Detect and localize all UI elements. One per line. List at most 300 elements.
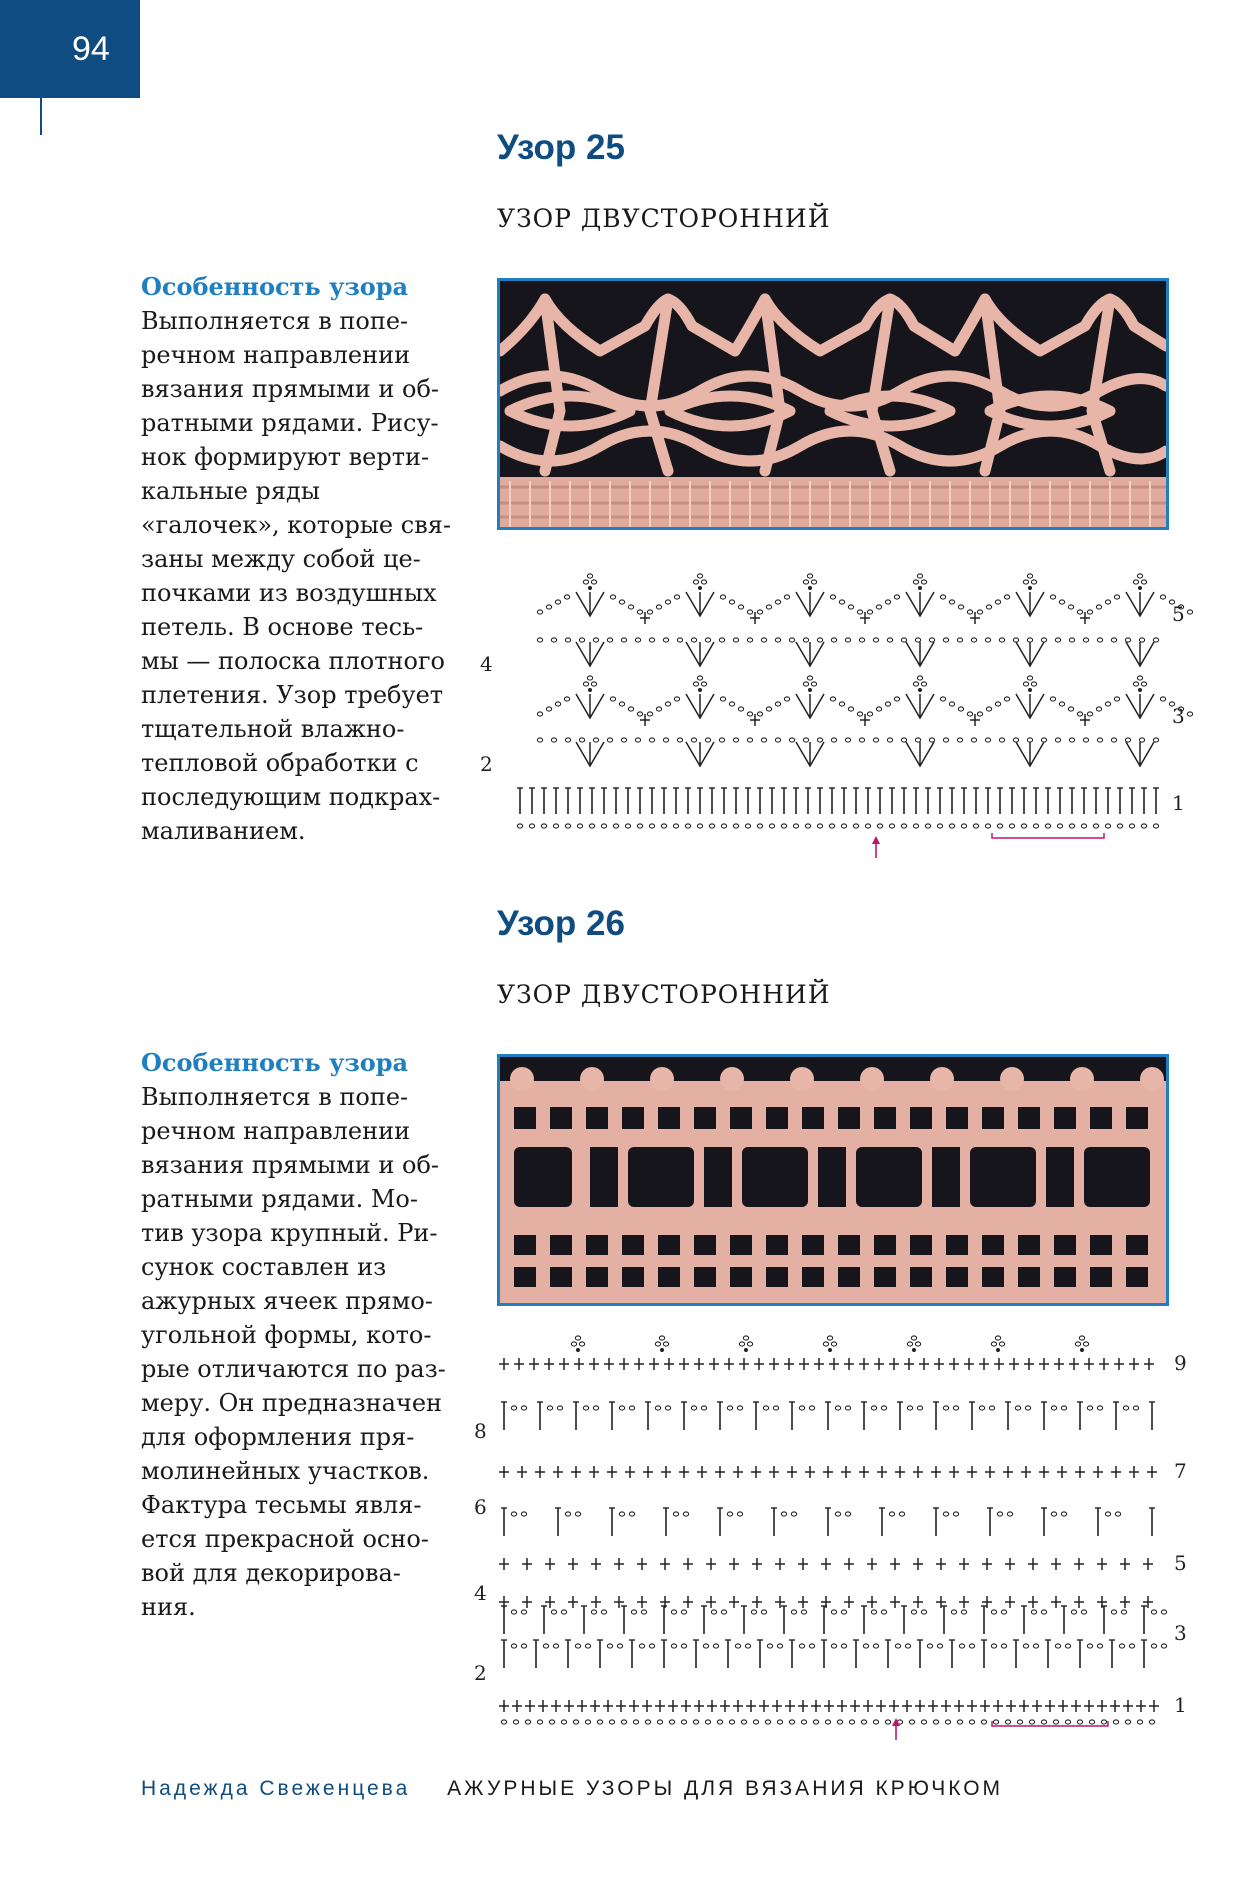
chain-stitch [885, 600, 890, 604]
chain-stitch [940, 595, 945, 599]
chain-stitch [835, 1512, 840, 1516]
chain-stitch [985, 638, 990, 642]
picot-chain [583, 580, 588, 584]
chain-stitch [949, 702, 954, 706]
v-stitch [686, 642, 714, 666]
chain-stitch [621, 1720, 626, 1724]
chain-stitch [673, 1512, 678, 1516]
chain-stitch [601, 824, 606, 828]
chain-stitch [905, 1644, 910, 1648]
chain-stitch [1187, 610, 1192, 614]
chain-stitch [709, 824, 714, 828]
chain-stitch [927, 1644, 932, 1648]
chain-stitch [1004, 697, 1009, 701]
chain-stitch [830, 595, 835, 599]
chain-stitch [767, 1644, 772, 1648]
chain-stitch [721, 1610, 726, 1614]
chain-stitch [757, 824, 762, 828]
chain-stitch [853, 824, 858, 828]
chain-stitch [610, 697, 615, 701]
chain-stitch [876, 707, 881, 711]
row-number-4: 4 [480, 652, 493, 676]
chain-stitch [565, 738, 570, 742]
chain-stitch [801, 1610, 806, 1614]
picot-chain [659, 1336, 664, 1340]
chain-stitch [953, 1406, 958, 1410]
pattern-26-subtitle: УЗОР ДВУСТОРОННИЙ [497, 980, 831, 1009]
chain-stitch [848, 707, 853, 711]
chain-stitch [1069, 638, 1074, 642]
pattern-26-chart-svg [474, 1330, 1200, 1750]
chain-stitch [1068, 605, 1073, 609]
chain-stitch [625, 824, 630, 828]
chain-stitch [777, 1720, 782, 1724]
chain-stitch [1160, 595, 1165, 599]
chain-stitch [655, 1406, 660, 1410]
chain-stitch [703, 1644, 708, 1648]
row-number-2: 2 [474, 1661, 487, 1685]
chain-stitch [745, 1644, 750, 1648]
chain-stitch [649, 824, 654, 828]
chain-stitch [1055, 1644, 1060, 1648]
chain-stitch [801, 1720, 806, 1724]
picot-chain [1137, 574, 1142, 578]
chain-stitch [649, 1644, 654, 1648]
chain-stitch [619, 702, 624, 706]
chain-stitch [1139, 738, 1144, 742]
chain-stitch [889, 824, 894, 828]
chain-stitch [985, 738, 990, 742]
chain-stitch [747, 712, 752, 716]
chain-stitch [1041, 1610, 1046, 1614]
chain-stitch [705, 738, 710, 742]
chain-stitch [1050, 595, 1055, 599]
picot-dot [1080, 1348, 1084, 1352]
chain-stitch [1089, 1720, 1094, 1724]
chain-stitch [1111, 738, 1116, 742]
chain-stitch [1033, 824, 1038, 828]
chain-stitch [1119, 1644, 1124, 1648]
picot-chain [747, 1342, 752, 1346]
chain-stitch [1129, 1644, 1134, 1648]
chain-stitch [1141, 824, 1146, 828]
v-stitch [576, 742, 604, 766]
chain-stitch [911, 1610, 916, 1614]
picot-dot [1028, 586, 1032, 590]
chain-stitch [691, 738, 696, 742]
chain-stitch [999, 738, 1004, 742]
chain-stitch [757, 712, 762, 716]
chain-stitch [841, 1610, 846, 1614]
chain-stitch [784, 595, 789, 599]
chain-stitch [1015, 1406, 1020, 1410]
chain-stitch [621, 638, 626, 642]
chain-stitch [1087, 1644, 1092, 1648]
chain-stitch [564, 697, 569, 701]
chain-stitch [1061, 1406, 1066, 1410]
chain-stitch [829, 824, 834, 828]
chain-stitch [665, 702, 670, 706]
chain-stitch [1050, 697, 1055, 701]
chain-stitch [673, 824, 678, 828]
chain-stitch [663, 638, 668, 642]
pattern-26-feature-block [141, 1046, 461, 1624]
chain-stitch [537, 1720, 542, 1724]
picot-dot [918, 688, 922, 692]
row-number-1: 1 [1172, 791, 1185, 815]
chain-stitch [873, 1720, 878, 1724]
chain-stitch [621, 738, 626, 742]
chain-stitch [945, 1720, 950, 1724]
chain-stitch [705, 638, 710, 642]
chain-stitch [511, 1512, 516, 1516]
v-stitch [796, 642, 824, 666]
chain-stitch [693, 1720, 698, 1724]
chain-stitch [657, 1720, 662, 1724]
chain-stitch [1161, 1610, 1166, 1614]
chain-stitch [681, 1610, 686, 1614]
chain-stitch [1045, 824, 1050, 828]
chain-stitch [1033, 1644, 1038, 1648]
picot-chain [1031, 580, 1036, 584]
row-number-3: 3 [1174, 1621, 1187, 1645]
picot-dot [744, 1348, 748, 1352]
pattern-26-lace-image [500, 1057, 1166, 1303]
picot-dot [808, 586, 812, 590]
chain-stitch [501, 1720, 506, 1724]
chain-stitch [958, 605, 963, 609]
chain-stitch [629, 1406, 634, 1410]
chain-stitch [1105, 824, 1110, 828]
picot-chain [807, 574, 812, 578]
chain-stitch [873, 638, 878, 642]
row-number-2: 2 [480, 752, 493, 776]
tab-rule [40, 0, 42, 135]
chain-stitch [977, 712, 982, 716]
chain-stitch [989, 1406, 994, 1410]
chain-stitch [841, 824, 846, 828]
pattern-26-title: Узор 26 [497, 904, 625, 943]
chain-stitch [711, 1610, 716, 1614]
chain-stitch [977, 610, 982, 614]
picot-chain [803, 580, 808, 584]
v-stitch [1016, 592, 1044, 616]
picot-dot [588, 688, 592, 692]
chain-stitch [887, 638, 892, 642]
chain-stitch [933, 1720, 938, 1724]
chain-stitch [841, 1644, 846, 1648]
chain-stitch [1139, 638, 1144, 642]
chain-stitch [649, 638, 654, 642]
chain-stitch [735, 1644, 740, 1648]
chain-stitch [1071, 1610, 1076, 1614]
page-number-tab [0, 0, 140, 98]
chain-stitch [641, 1610, 646, 1614]
chain-stitch [1077, 610, 1082, 614]
chain-stitch [909, 1720, 914, 1724]
chain-stitch [551, 638, 556, 642]
chain-stitch [835, 1406, 840, 1410]
chain-stitch [813, 1720, 818, 1724]
chain-stitch [761, 638, 766, 642]
chain-stitch [937, 824, 942, 828]
picot-chain [1031, 682, 1036, 686]
chain-stitch [885, 702, 890, 706]
chain-stitch [799, 1406, 804, 1410]
v-stitch [906, 742, 934, 766]
chain-stitch [881, 1406, 886, 1410]
chain-stitch [985, 824, 990, 828]
chain-stitch [741, 1720, 746, 1724]
chain-stitch [951, 1610, 956, 1614]
chain-stitch [761, 738, 766, 742]
chain-stitch [1111, 638, 1116, 642]
chain-stitch [513, 1720, 518, 1724]
v-stitch [796, 694, 824, 718]
page-number: 94 [72, 30, 110, 68]
v-stitch [796, 592, 824, 616]
picot-dot [912, 1348, 916, 1352]
row-number-1: 1 [1174, 1693, 1187, 1717]
chain-stitch [1083, 738, 1088, 742]
chain-stitch [817, 824, 822, 828]
chain-stitch [1129, 824, 1134, 828]
chain-stitch [1004, 595, 1009, 599]
chain-stitch [738, 707, 743, 711]
chain-stitch [561, 1720, 566, 1724]
chain-stitch [871, 1406, 876, 1410]
chain-stitch [1001, 1610, 1006, 1614]
chain-stitch [1069, 738, 1074, 742]
chain-stitch [901, 738, 906, 742]
chain-stitch [775, 638, 780, 642]
chain-stitch [649, 738, 654, 742]
chain-stitch [845, 1406, 850, 1410]
pattern-25-lace-image [500, 281, 1166, 527]
chain-stitch [1115, 1512, 1120, 1516]
chain-stitch [839, 600, 844, 604]
chain-stitch [831, 1644, 836, 1648]
chain-stitch [979, 1406, 984, 1410]
chain-stitch [925, 824, 930, 828]
v-stitch [1126, 592, 1154, 616]
start-arrow-head [872, 836, 880, 844]
chain-stitch [849, 1720, 854, 1724]
picot-chain [995, 1336, 1000, 1340]
chain-stitch [727, 1406, 732, 1410]
chain-stitch [1065, 1720, 1070, 1724]
v-stitch [1126, 694, 1154, 718]
chain-stitch [793, 824, 798, 828]
chain-stitch [1025, 1406, 1030, 1410]
picot-dot [576, 1348, 580, 1352]
picot-chain [991, 1342, 996, 1346]
picot-chain [697, 574, 702, 578]
footer-book-title: АЖУРНЫЕ УЗОРЫ ДЛЯ ВЯЗАНИЯ КРЮЧКОМ [447, 1777, 1004, 1800]
picot-chain [1023, 682, 1028, 686]
chain-stitch [943, 738, 948, 742]
chain-stitch [766, 605, 771, 609]
chain-stitch [1113, 1720, 1118, 1724]
picot-dot [588, 586, 592, 590]
chain-stitch [753, 1720, 758, 1724]
footer-author: Надежда Свеженцева [141, 1777, 411, 1800]
chain-stitch [747, 738, 752, 742]
picot-chain [1083, 1342, 1088, 1346]
chain-stitch [995, 600, 1000, 604]
chain-stitch [1161, 1644, 1166, 1648]
chain-stitch [631, 1610, 636, 1614]
picot-chain [583, 682, 588, 686]
chain-stitch [720, 697, 725, 701]
chain-stitch [1097, 638, 1102, 642]
chain-stitch [991, 1644, 996, 1648]
picot-dot [996, 1348, 1000, 1352]
chain-stitch [1005, 1720, 1010, 1724]
picot-dot [918, 586, 922, 590]
chain-stitch [1023, 1644, 1028, 1648]
chain-stitch [831, 1610, 836, 1614]
picot-chain [1023, 580, 1028, 584]
chain-stitch [784, 697, 789, 701]
chain-stitch [943, 1512, 948, 1516]
chain-stitch [997, 1512, 1002, 1516]
row-number-9: 9 [1174, 1351, 1187, 1375]
chain-stitch [857, 712, 862, 716]
chain-stitch [575, 1644, 580, 1648]
chain-stitch [1117, 824, 1122, 828]
chain-stitch [579, 638, 584, 642]
chain-stitch [543, 1644, 548, 1648]
picot-chain [907, 1342, 912, 1346]
chain-stitch [803, 738, 808, 742]
v-stitch [1126, 742, 1154, 766]
chain-stitch [637, 610, 642, 614]
chain-stitch [921, 1610, 926, 1614]
chain-stitch [991, 1610, 996, 1614]
chain-stitch [613, 824, 618, 828]
chain-stitch [1041, 638, 1046, 642]
picot-chain [921, 580, 926, 584]
chain-stitch [628, 605, 633, 609]
chain-stitch [1051, 1406, 1056, 1410]
start-arrow-head [892, 1718, 900, 1726]
picot-dot [1138, 688, 1142, 692]
chain-stitch [511, 1610, 516, 1614]
chain-stitch [639, 1644, 644, 1648]
chain-stitch [525, 1720, 530, 1724]
row-number-5: 5 [1174, 1551, 1187, 1575]
chain-stitch [677, 638, 682, 642]
chain-stitch [727, 1512, 732, 1516]
v-stitch [796, 742, 824, 766]
chain-stitch [647, 610, 652, 614]
chain-stitch [799, 1644, 804, 1648]
chain-stitch [691, 1406, 696, 1410]
chain-stitch [529, 824, 534, 828]
chain-stitch [697, 824, 702, 828]
chain-stitch [521, 1406, 526, 1410]
chain-stitch [733, 738, 738, 742]
chain-stitch [917, 1406, 922, 1410]
chain-stitch [1041, 738, 1046, 742]
v-stitch [1016, 642, 1044, 666]
chain-stitch [937, 1644, 942, 1648]
row-number-5: 5 [1172, 602, 1185, 626]
chain-stitch [915, 638, 920, 642]
chain-stitch [943, 638, 948, 642]
chain-stitch [721, 824, 726, 828]
v-stitch [576, 642, 604, 666]
chain-stitch [881, 1610, 886, 1614]
picot-chain [693, 682, 698, 686]
pattern-25-photo [497, 278, 1169, 530]
chain-stitch [609, 1720, 614, 1724]
chain-stitch [607, 638, 612, 642]
chain-stitch [1081, 1610, 1086, 1614]
chain-stitch [1051, 1512, 1056, 1516]
chain-stitch [637, 824, 642, 828]
chain-stitch [635, 738, 640, 742]
chain-stitch [789, 638, 794, 642]
picot-dot [660, 1348, 664, 1352]
picot-chain [831, 1342, 836, 1346]
picot-chain [1137, 676, 1142, 680]
chain-stitch [789, 738, 794, 742]
chain-stitch [781, 1512, 786, 1516]
repeat-bracket [992, 833, 1104, 838]
chain-stitch [901, 638, 906, 642]
chain-stitch [943, 1406, 948, 1410]
chain-stitch [887, 738, 892, 742]
pattern-26-feature-text: Выполняется в попе- речном направлении вязания прямыми и об- ратными рядами. Мо- тив узора крупный. Ри- сунок составлен из ажурных ячеек прямо- угольной формы, кото- рые отличаются по раз- меру. Он предназначен для оформления пря- молинейных участков. Фактура тесьмы явля- ется прекрасной осно- вой для декорирова- ния. [141, 1083, 446, 1621]
chain-stitch [957, 1720, 962, 1724]
picot-chain [803, 682, 808, 686]
chain-stitch [729, 1720, 734, 1724]
chain-stitch [986, 605, 991, 609]
chain-stitch [1029, 1720, 1034, 1724]
chain-stitch [971, 738, 976, 742]
pattern-25-feature-block [141, 270, 461, 848]
chain-stitch [839, 702, 844, 706]
chain-stitch [775, 738, 780, 742]
chain-stitch [617, 1644, 622, 1648]
chain-stitch [765, 1720, 770, 1724]
chain-stitch [859, 638, 864, 642]
chain-stitch [553, 824, 558, 828]
picot-chain [1079, 1336, 1084, 1340]
picot-chain [579, 1342, 584, 1346]
chain-stitch [1059, 600, 1064, 604]
picot-chain [915, 1342, 920, 1346]
chain-stitch [635, 638, 640, 642]
chain-stitch [1027, 738, 1032, 742]
picot-chain [587, 574, 592, 578]
chain-stitch [674, 697, 679, 701]
picot-chain [921, 682, 926, 686]
chain-stitch [915, 738, 920, 742]
chain-stitch [861, 1720, 866, 1724]
chain-stitch [929, 638, 934, 642]
chain-stitch [986, 707, 991, 711]
chain-stitch [876, 605, 881, 609]
chain-stitch [1013, 738, 1018, 742]
chain-stitch [845, 738, 850, 742]
picot-dot [828, 1348, 832, 1352]
picot-chain [591, 682, 596, 686]
chain-stitch [865, 824, 870, 828]
chain-stitch [733, 638, 738, 642]
